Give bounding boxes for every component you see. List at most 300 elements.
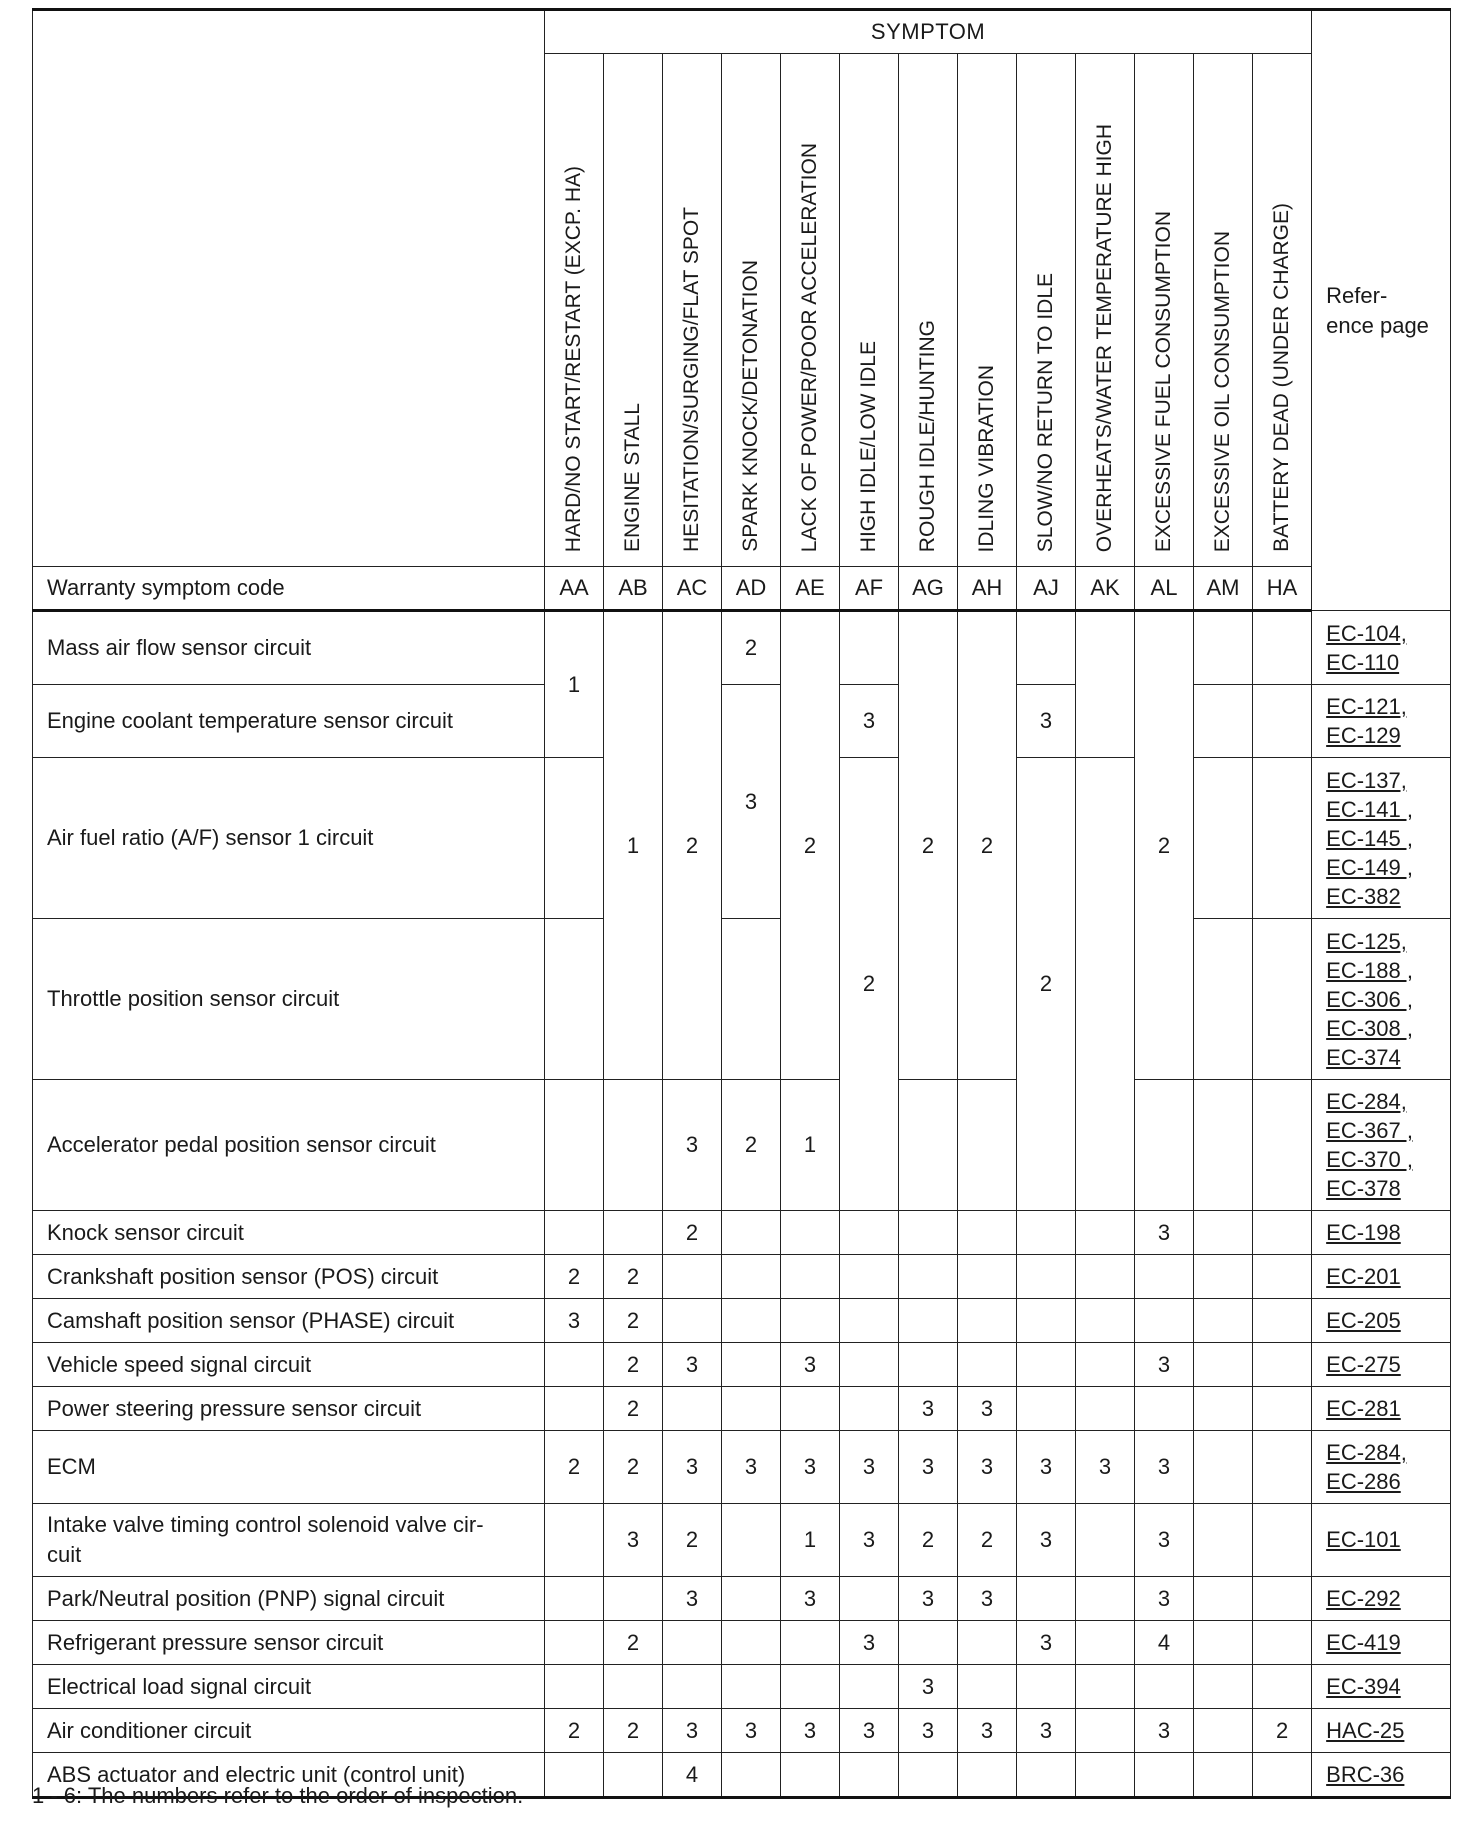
cell-ha <box>1253 1211 1312 1255</box>
cell-ab: 3 <box>604 1504 663 1577</box>
cell-aa: 1 <box>545 611 604 758</box>
cell-ae: 3 <box>781 1577 840 1621</box>
cell-am <box>1194 1299 1253 1343</box>
reference-link[interactable]: EC-378 <box>1326 1176 1401 1201</box>
cell-ae: 1 <box>781 1080 840 1211</box>
cell-al: 4 <box>1135 1621 1194 1665</box>
reference-link[interactable]: EC-125, <box>1326 928 1407 954</box>
reference-link[interactable]: EC-367 , <box>1326 1118 1413 1143</box>
reference-cell <box>1312 1299 1451 1343</box>
reference-cell <box>1312 1621 1451 1665</box>
cell-ad <box>722 1621 781 1665</box>
row-label: Engine coolant temperature sensor circuit <box>33 685 545 758</box>
reference-link[interactable]: EC-292 <box>1326 1585 1401 1611</box>
cell-am <box>1194 1431 1253 1504</box>
cell-ah <box>958 1255 1017 1299</box>
row-label: Electrical load signal circuit <box>33 1665 545 1709</box>
reference-link[interactable]: EC-188 , <box>1326 957 1413 983</box>
cell-ae <box>781 1753 840 1798</box>
symptom-name: BATTERY DEAD (UNDER CHARGE) <box>1270 203 1294 552</box>
cell-ac: 3 <box>663 1343 722 1387</box>
cell-ha <box>1253 685 1312 758</box>
warranty-code: AA <box>545 567 604 611</box>
cell-ha <box>1253 1299 1312 1343</box>
row-label: Refrigerant pressure sensor circuit <box>33 1621 545 1665</box>
table-row <box>33 1255 1451 1299</box>
cell-ag <box>899 1080 958 1211</box>
cell-ab: 1 <box>604 611 663 1080</box>
symptom-col-ad <box>722 54 781 567</box>
cell-ad <box>722 1504 781 1577</box>
cell-am <box>1194 1577 1253 1621</box>
cell-ab: 2 <box>604 1709 663 1753</box>
cell-ak <box>1076 1621 1135 1665</box>
cell-aa <box>545 1753 604 1798</box>
cell-al <box>1135 1080 1194 1211</box>
reference-link[interactable]: BRC-36 <box>1326 1761 1405 1787</box>
cell-af <box>840 1387 899 1431</box>
cell-aa <box>545 1577 604 1621</box>
cell-ae <box>781 1665 840 1709</box>
cell-ah <box>958 1343 1017 1387</box>
cell-aa <box>545 1080 604 1211</box>
cell-aj <box>1017 1299 1076 1343</box>
reference-cell <box>1312 685 1451 758</box>
cell-ah <box>958 1753 1017 1798</box>
cell-aj: 3 <box>1017 685 1076 758</box>
cell-al: 3 <box>1135 1431 1194 1504</box>
reference-cell <box>1312 1255 1451 1299</box>
cell-aa <box>545 919 604 1080</box>
cell-ha <box>1253 1255 1312 1299</box>
cell-ac <box>663 1665 722 1709</box>
reference-link[interactable]: EC-149 , <box>1326 854 1413 880</box>
row-label: ECM <box>33 1431 545 1504</box>
warranty-code: AH <box>958 567 1017 611</box>
cell-ac: 3 <box>663 1080 722 1211</box>
cell-ag: 3 <box>899 1709 958 1753</box>
table-row <box>33 1665 1451 1709</box>
cell-af: 3 <box>840 1621 899 1665</box>
row-label: Camshaft position sensor (PHASE) circuit <box>33 1299 545 1343</box>
symptom-header: SYMPTOM <box>545 10 1312 54</box>
cell-al: 2 <box>1135 611 1194 1080</box>
symptom-col-aj <box>1017 54 1076 567</box>
reference-link[interactable]: EC-286 <box>1326 1469 1401 1494</box>
table-row <box>33 1431 1451 1504</box>
reference-link[interactable]: EC-201 <box>1326 1263 1401 1289</box>
cell-aj <box>1017 1665 1076 1709</box>
reference-link[interactable]: EC-374 <box>1326 1044 1401 1070</box>
cell-ag <box>899 1255 958 1299</box>
table-row <box>33 1387 1451 1431</box>
cell-ak <box>1076 611 1135 758</box>
cell-ag: 3 <box>899 1665 958 1709</box>
cell-aa <box>545 758 604 919</box>
cell-ac: 2 <box>663 1211 722 1255</box>
reference-page-header <box>1312 10 1451 611</box>
cell-ag <box>899 1299 958 1343</box>
cell-aa <box>545 1665 604 1709</box>
footnote: 1 - 6: The numbers refer to the order of inspection. <box>32 1783 524 1808</box>
symptom-table-container <box>32 8 1451 1799</box>
cell-ha <box>1253 1343 1312 1387</box>
symptom-name: ENGINE STALL <box>621 403 644 552</box>
row-label: Knock sensor circuit <box>33 1211 545 1255</box>
cell-ac: 4 <box>663 1753 722 1798</box>
cell-am <box>1194 1080 1253 1211</box>
table-row <box>33 1577 1451 1621</box>
row-label: Power steering pressure sensor circuit <box>33 1387 545 1431</box>
cell-ha <box>1253 1753 1312 1798</box>
reference-link[interactable]: EC-370 , <box>1326 1147 1413 1172</box>
cell-ha <box>1253 758 1312 919</box>
reference-link[interactable]: EC-394 <box>1326 1673 1401 1699</box>
warranty-code: HA <box>1253 567 1312 611</box>
cell-aj <box>1017 1255 1076 1299</box>
row-label: Accelerator pedal position sensor circuit <box>33 1080 545 1211</box>
cell-ab: 2 <box>604 1343 663 1387</box>
reference-link[interactable]: EC-110 <box>1326 649 1400 675</box>
cell-ac <box>663 1255 722 1299</box>
cell-af <box>840 758 899 1211</box>
cell-aa: 3 <box>545 1299 604 1343</box>
cell-ab <box>604 1080 663 1211</box>
cell-ad: 2 <box>722 611 781 685</box>
cell-ae: 3 <box>781 1431 840 1504</box>
cell-ah <box>958 1665 1017 1709</box>
cell-al <box>1135 1255 1194 1299</box>
cell-af-value: 2 <box>862 971 876 996</box>
warranty-code: AK <box>1076 567 1135 611</box>
symptom-col-am <box>1194 54 1253 567</box>
cell-ak <box>1076 1577 1135 1621</box>
cell-ae: 2 <box>781 611 840 1080</box>
cell-af <box>840 1753 899 1798</box>
reference-link[interactable]: EC-281 <box>1326 1395 1401 1421</box>
cell-al <box>1135 1665 1194 1709</box>
cell-ak <box>1076 1709 1135 1753</box>
cell-ag <box>899 1753 958 1798</box>
cell-ah: 3 <box>958 1709 1017 1753</box>
cell-am <box>1194 1753 1253 1798</box>
cell-ac: 3 <box>663 1431 722 1504</box>
cell-am <box>1194 1709 1253 1753</box>
cell-ak <box>1076 1387 1135 1431</box>
cell-af <box>840 1299 899 1343</box>
reference-cell <box>1312 1080 1451 1211</box>
cell-aa <box>545 1504 604 1577</box>
cell-af <box>840 1577 899 1621</box>
cell-ah: 3 <box>958 1577 1017 1621</box>
warranty-code: AF <box>840 567 899 611</box>
cell-ae <box>781 1621 840 1665</box>
row-label: Vehicle speed signal circuit <box>33 1343 545 1387</box>
reference-link[interactable]: EC-284, <box>1326 1440 1407 1465</box>
table-row <box>33 1621 1451 1665</box>
cell-am <box>1194 1211 1253 1255</box>
cell-ad: 2 <box>722 1080 781 1211</box>
cell-ac <box>663 1621 722 1665</box>
symptom-name: SLOW/NO RETURN TO IDLE <box>1034 272 1057 552</box>
symptom-name: OVERHEATS/WATER TEMPERATURE HIGH <box>1093 123 1116 552</box>
cell-am <box>1194 611 1253 685</box>
cell-ab <box>604 1753 663 1798</box>
cell-aj: 3 <box>1017 1709 1076 1753</box>
cell-ha <box>1253 1080 1312 1211</box>
symptom-col-ab <box>604 54 663 567</box>
cell-am <box>1194 1387 1253 1431</box>
cell-ha <box>1253 611 1312 685</box>
cell-aa <box>545 1387 604 1431</box>
cell-aa <box>545 1621 604 1665</box>
cell-af: 3 <box>840 685 899 758</box>
cell-aa: 2 <box>545 1255 604 1299</box>
cell-aj: 3 <box>1017 1431 1076 1504</box>
reference-link[interactable]: EC-382 <box>1326 883 1401 909</box>
symptom-col-al <box>1135 54 1194 567</box>
reference-cell <box>1312 611 1451 685</box>
cell-af <box>840 611 899 685</box>
cell-ak <box>1076 758 1135 1211</box>
cell-ae: 1 <box>781 1504 840 1577</box>
reference-cell <box>1312 1665 1451 1709</box>
table-row <box>33 685 1451 758</box>
symptom-name: HARD/NO START/RESTART (EXCP. HA) <box>562 165 585 552</box>
cell-ad <box>722 919 781 1080</box>
cell-ae <box>781 1255 840 1299</box>
cell-ae: 3 <box>781 1343 840 1387</box>
warranty-code: AM <box>1194 567 1253 611</box>
symptom-name: HESITATION/SURGING/FLAT SPOT <box>680 207 703 552</box>
cell-ae <box>781 1387 840 1431</box>
reference-link[interactable]: EC-137, <box>1326 767 1407 793</box>
table-row <box>33 919 1451 1080</box>
cell-ae: 3 <box>781 1709 840 1753</box>
reference-link[interactable]: EC-129 <box>1326 723 1401 748</box>
symptom-name: EXCESSIVE OIL CONSUMPTION <box>1211 230 1234 552</box>
cell-al: 3 <box>1135 1343 1194 1387</box>
cell-ak <box>1076 1343 1135 1387</box>
warranty-code-label: Warranty symptom code <box>33 567 545 611</box>
cell-ah <box>958 1621 1017 1665</box>
reference-link[interactable]: EC-101 <box>1326 1527 1401 1552</box>
cell-ha: 2 <box>1253 1709 1312 1753</box>
cell-ac <box>663 1299 722 1343</box>
symptom-name: HIGH IDLE/LOW IDLE <box>857 340 880 552</box>
cell-ad <box>722 1299 781 1343</box>
cell-ac: 2 <box>663 611 722 1080</box>
cell-af: 3 <box>840 1504 899 1577</box>
reference-cell <box>1312 1211 1451 1255</box>
table-row <box>33 1211 1451 1255</box>
symptom-col-af <box>840 54 899 567</box>
cell-ak <box>1076 1299 1135 1343</box>
cell-ac <box>663 1387 722 1431</box>
table-row <box>33 1709 1451 1753</box>
warranty-code: AJ <box>1017 567 1076 611</box>
cell-ha <box>1253 1577 1312 1621</box>
cell-ak <box>1076 1211 1135 1255</box>
cell-ad <box>722 1255 781 1299</box>
cell-am <box>1194 1665 1253 1709</box>
cell-ak: 3 <box>1076 1431 1135 1504</box>
symptom-col-aa <box>545 54 604 567</box>
cell-aa: 2 <box>545 1431 604 1504</box>
cell-al: 3 <box>1135 1211 1194 1255</box>
cell-ac: 3 <box>663 1709 722 1753</box>
cell-ak <box>1076 1753 1135 1798</box>
reference-link[interactable]: HAC-25 <box>1326 1717 1405 1743</box>
cell-ab <box>604 1211 663 1255</box>
cell-am <box>1194 685 1253 758</box>
table-row <box>33 1080 1451 1211</box>
reference-link[interactable]: EC-104, <box>1326 620 1407 646</box>
cell-ab: 2 <box>604 1387 663 1431</box>
cell-am <box>1194 1621 1253 1665</box>
cell-ha <box>1253 1621 1312 1665</box>
cell-am <box>1194 1255 1253 1299</box>
reference-link[interactable]: EC-306 , <box>1326 986 1413 1012</box>
cell-aj <box>1017 1211 1076 1255</box>
row-label: Air conditioner circuit <box>33 1709 545 1753</box>
warranty-code: AG <box>899 567 958 611</box>
row-label: Throttle position sensor circuit <box>33 919 545 1080</box>
cell-al <box>1135 1753 1194 1798</box>
reference-link[interactable]: EC-275 <box>1326 1351 1401 1377</box>
cell-ak <box>1076 1255 1135 1299</box>
symptom-name: ROUGH IDLE/HUNTING <box>916 319 939 552</box>
cell-aa <box>545 1343 604 1387</box>
cell-aj <box>1017 1577 1076 1621</box>
cell-ad <box>722 1343 781 1387</box>
row-label: Air fuel ratio (A/F) sensor 1 circuit <box>33 758 545 919</box>
warranty-code: AB <box>604 567 663 611</box>
symptom-col-ak <box>1076 54 1135 567</box>
cell-ha <box>1253 1665 1312 1709</box>
cell-aa: 2 <box>545 1709 604 1753</box>
cell-aj-value: 2 <box>1039 971 1053 996</box>
reference-cell <box>1312 919 1451 1080</box>
cell-al <box>1135 1299 1194 1343</box>
cell-af <box>840 1211 899 1255</box>
reference-cell <box>1312 1709 1451 1753</box>
cell-al: 3 <box>1135 1577 1194 1621</box>
cell-af: 3 <box>840 1709 899 1753</box>
cell-ag: 3 <box>899 1431 958 1504</box>
warranty-code: AD <box>722 567 781 611</box>
reference-cell <box>1312 1387 1451 1431</box>
cell-am <box>1194 758 1253 919</box>
cell-ac: 2 <box>663 1504 722 1577</box>
symptom-name: EXCESSIVE FUEL CONSUMPTION <box>1152 210 1175 552</box>
cell-ac: 3 <box>663 1577 722 1621</box>
table-row <box>33 1299 1451 1343</box>
cell-ha <box>1253 1431 1312 1504</box>
cell-am <box>1194 1343 1253 1387</box>
cell-af <box>840 1255 899 1299</box>
cell-aj <box>1017 611 1076 685</box>
cell-ah <box>958 1299 1017 1343</box>
cell-ag <box>899 1621 958 1665</box>
cell-ah <box>958 1211 1017 1255</box>
cell-ae <box>781 1299 840 1343</box>
cell-af: 3 <box>840 1431 899 1504</box>
symptom-col-ha <box>1253 54 1312 567</box>
cell-ah <box>958 1080 1017 1211</box>
cell-al <box>1135 1387 1194 1431</box>
cell-ha <box>1253 919 1312 1080</box>
cell-ae <box>781 1211 840 1255</box>
symptom-name: LACK OF POWER/POOR ACCELERATION <box>798 142 821 552</box>
cell-ha <box>1253 1504 1312 1577</box>
cell-ag: 2 <box>899 1504 958 1577</box>
reference-link[interactable]: EC-121, <box>1326 694 1407 719</box>
cell-ad <box>722 1577 781 1621</box>
row-label: Intake valve timing control solenoid valve cir- cuit <box>33 1504 545 1577</box>
cell-aj: 3 <box>1017 1621 1076 1665</box>
cell-ad <box>722 1387 781 1431</box>
symptom-name: SPARK KNOCK/DETONATION <box>739 260 762 552</box>
reference-link[interactable]: EC-284, <box>1326 1089 1407 1114</box>
cell-ad: 3 <box>722 1431 781 1504</box>
table-row <box>33 1343 1451 1387</box>
cell-ab: 2 <box>604 1621 663 1665</box>
cell-ad <box>722 1753 781 1798</box>
cell-aj <box>1017 758 1076 1211</box>
cell-ag: 2 <box>899 611 958 1080</box>
cell-aj <box>1017 1387 1076 1431</box>
reference-link[interactable]: EC-141 , <box>1326 796 1413 822</box>
symptom-name: IDLING VIBRATION <box>975 364 998 552</box>
cell-ag <box>899 1211 958 1255</box>
cell-ag <box>899 1343 958 1387</box>
cell-ah: 2 <box>958 611 1017 1080</box>
cell-ab <box>604 1577 663 1621</box>
warranty-code: AL <box>1135 567 1194 611</box>
cell-aj <box>1017 1343 1076 1387</box>
cell-ab: 2 <box>604 1255 663 1299</box>
reference-link[interactable]: EC-308 , <box>1326 1015 1413 1041</box>
reference-page-label: Refer- ence page <box>1326 282 1429 338</box>
reference-cell <box>1312 1753 1451 1798</box>
cell-ad <box>722 1211 781 1255</box>
cell-af <box>840 1665 899 1709</box>
reference-cell <box>1312 758 1451 919</box>
reference-link[interactable]: EC-145 , <box>1326 825 1413 851</box>
reference-cell <box>1312 1343 1451 1387</box>
cell-ab: 2 <box>604 1299 663 1343</box>
cell-aa <box>545 1211 604 1255</box>
reference-cell <box>1312 1431 1451 1504</box>
cell-ah: 3 <box>958 1387 1017 1431</box>
reference-link[interactable]: EC-198 <box>1326 1219 1401 1245</box>
row-label: Park/Neutral position (PNP) signal circuit <box>33 1577 545 1621</box>
cell-ak <box>1076 1665 1135 1709</box>
reference-link[interactable]: EC-419 <box>1326 1629 1401 1655</box>
cell-aj: 3 <box>1017 1504 1076 1577</box>
cell-ab: 2 <box>604 1431 663 1504</box>
row-label: ABS actuator and electric unit (control unit) <box>33 1753 545 1798</box>
reference-link[interactable]: EC-205 <box>1326 1307 1401 1333</box>
cell-al: 3 <box>1135 1504 1194 1577</box>
symptom-col-ac <box>663 54 722 567</box>
corner-blank-cell <box>33 10 545 567</box>
cell-ab <box>604 1665 663 1709</box>
cell-ad: 3 <box>722 1709 781 1753</box>
cell-ha <box>1253 1387 1312 1431</box>
symptom-col-ae <box>781 54 840 567</box>
